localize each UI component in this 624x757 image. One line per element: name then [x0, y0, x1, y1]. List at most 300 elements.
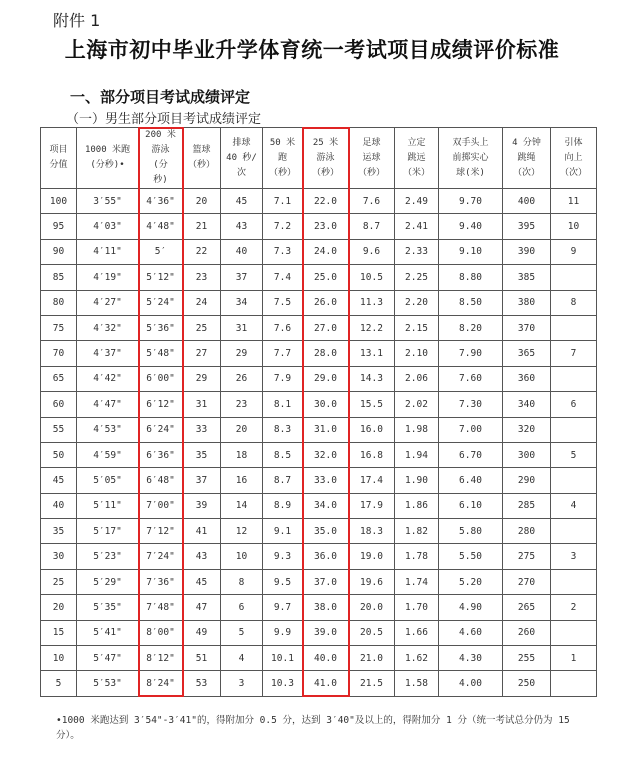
cell-volleyball: 20	[221, 417, 263, 442]
header-line: 足球	[362, 137, 381, 148]
cell-score: 45	[41, 468, 77, 493]
cell-rope-skip: 380	[503, 290, 551, 315]
cell-rope-skip: 400	[503, 189, 551, 214]
cell-volleyball: 8	[221, 569, 263, 594]
cell-pull-up: 5	[551, 442, 597, 467]
header-score	[41, 128, 77, 189]
cell-rope-skip: 385	[503, 265, 551, 290]
cell-run-1000m: 4′27"	[77, 290, 139, 315]
cell-swim-25m: 25.0	[303, 265, 349, 290]
header-line: 引体	[564, 137, 583, 148]
cell-standing-jump: 1.86	[395, 493, 439, 518]
cell-score: 55	[41, 417, 77, 442]
header-volleyball	[221, 128, 263, 189]
header-pull-up	[551, 128, 597, 189]
cell-run-1000m: 4′37"	[77, 341, 139, 366]
header-line: 排球	[232, 137, 251, 148]
cell-medicine-ball: 9.40	[439, 214, 503, 239]
cell-swim-25m: 37.0	[303, 569, 349, 594]
cell-swim-25m: 23.0	[303, 214, 349, 239]
header-line: （米）	[402, 167, 430, 178]
cell-swim-200m: 5′12"	[139, 265, 183, 290]
cell-medicine-ball: 4.30	[439, 646, 503, 671]
cell-basketball: 27	[183, 341, 221, 366]
header-line: 跑	[277, 152, 287, 163]
cell-run-1000m: 4′53"	[77, 417, 139, 442]
cell-rope-skip: 290	[503, 468, 551, 493]
header-line: 次	[236, 167, 246, 178]
cell-score: 80	[41, 290, 77, 315]
document-title: 上海市初中毕业升学体育统一考试项目成绩评价标准	[64, 38, 560, 62]
cell-pull-up: 10	[551, 214, 597, 239]
cell-run-50m: 9.5	[263, 569, 303, 594]
cell-standing-jump: 1.58	[395, 671, 439, 696]
cell-pull-up	[551, 519, 597, 544]
header-swim-200m	[139, 128, 183, 189]
header-line: 运球	[362, 152, 381, 163]
cell-run-50m: 7.5	[263, 290, 303, 315]
cell-pull-up: 9	[551, 239, 597, 264]
cell-medicine-ball: 7.00	[439, 417, 503, 442]
cell-score: 85	[41, 265, 77, 290]
cell-swim-200m: 8′24"	[139, 671, 183, 696]
cell-basketball: 39	[183, 493, 221, 518]
cell-swim-200m: 8′00"	[139, 620, 183, 645]
cell-medicine-ball: 8.20	[439, 315, 503, 340]
cell-football-dribble: 16.0	[349, 417, 395, 442]
table-row	[41, 569, 597, 594]
cell-volleyball: 16	[221, 468, 263, 493]
cell-score: 70	[41, 341, 77, 366]
header-medicine-ball	[439, 128, 503, 189]
cell-score: 60	[41, 392, 77, 417]
cell-rope-skip: 320	[503, 417, 551, 442]
cell-run-1000m: 5′41"	[77, 620, 139, 645]
cell-run-50m: 7.1	[263, 189, 303, 214]
attachment-label: 附件 1	[53, 11, 101, 30]
cell-volleyball: 40	[221, 239, 263, 264]
header-line: 25 米	[312, 137, 339, 148]
cell-medicine-ball: 9.70	[439, 189, 503, 214]
cell-run-50m: 9.7	[263, 595, 303, 620]
cell-standing-jump: 2.15	[395, 315, 439, 340]
cell-football-dribble: 21.0	[349, 646, 395, 671]
cell-pull-up: 11	[551, 189, 597, 214]
header-line: 立定	[407, 137, 426, 148]
table-row	[41, 620, 597, 645]
cell-score: 20	[41, 595, 77, 620]
cell-pull-up	[551, 620, 597, 645]
cell-swim-200m: 6′12"	[139, 392, 183, 417]
cell-pull-up: 1	[551, 646, 597, 671]
cell-basketball: 47	[183, 595, 221, 620]
cell-medicine-ball: 7.30	[439, 392, 503, 417]
cell-swim-25m: 22.0	[303, 189, 349, 214]
header-line: （次）	[559, 167, 587, 178]
header-line: （秒）	[268, 167, 296, 178]
cell-basketball: 25	[183, 315, 221, 340]
cell-run-1000m: 5′11"	[77, 493, 139, 518]
header-line: 篮球	[192, 145, 211, 155]
cell-rope-skip: 395	[503, 214, 551, 239]
cell-volleyball: 14	[221, 493, 263, 518]
table-row	[41, 366, 597, 391]
cell-score: 95	[41, 214, 77, 239]
cell-volleyball: 31	[221, 315, 263, 340]
cell-medicine-ball: 7.60	[439, 366, 503, 391]
section-heading: 一、部分项目考试成绩评定	[70, 88, 251, 106]
cell-basketball: 49	[183, 620, 221, 645]
cell-run-1000m: 4′32"	[77, 315, 139, 340]
cell-score: 75	[41, 315, 77, 340]
cell-rope-skip: 255	[503, 646, 551, 671]
cell-football-dribble: 7.6	[349, 189, 395, 214]
subsection-heading: （一）男生部分项目考试成绩评定	[66, 112, 262, 127]
cell-swim-200m: 6′36"	[139, 442, 183, 467]
cell-basketball: 20	[183, 189, 221, 214]
cell-rope-skip: 285	[503, 493, 551, 518]
cell-score: 90	[41, 239, 77, 264]
cell-swim-200m: 5′	[139, 239, 183, 264]
cell-run-1000m: 3′55"	[77, 189, 139, 214]
table-row	[41, 595, 597, 620]
cell-football-dribble: 14.3	[349, 366, 395, 391]
cell-volleyball: 23	[221, 392, 263, 417]
header-line: 40 秒/	[226, 152, 257, 163]
cell-run-1000m: 4′19"	[77, 265, 139, 290]
cell-run-50m: 7.4	[263, 265, 303, 290]
header-swim-25m	[303, 128, 349, 189]
cell-swim-25m: 36.0	[303, 544, 349, 569]
cell-score: 15	[41, 620, 77, 645]
cell-swim-200m: 7′12"	[139, 519, 183, 544]
cell-football-dribble: 12.2	[349, 315, 395, 340]
header-line: （次）	[512, 167, 540, 178]
cell-volleyball: 6	[221, 595, 263, 620]
cell-standing-jump: 2.10	[395, 341, 439, 366]
cell-run-50m: 7.3	[263, 239, 303, 264]
table-row	[41, 646, 597, 671]
cell-pull-up	[551, 265, 597, 290]
cell-swim-200m: 6′24"	[139, 417, 183, 442]
cell-medicine-ball: 4.90	[439, 595, 503, 620]
cell-volleyball: 12	[221, 519, 263, 544]
cell-run-50m: 9.9	[263, 620, 303, 645]
header-line: (分秒)•	[90, 160, 125, 170]
cell-run-1000m: 5′47"	[77, 646, 139, 671]
cell-run-1000m: 4′03"	[77, 214, 139, 239]
cell-standing-jump: 1.74	[395, 569, 439, 594]
cell-swim-200m: 4′36"	[139, 189, 183, 214]
cell-swim-25m: 39.0	[303, 620, 349, 645]
cell-run-1000m: 5′35"	[77, 595, 139, 620]
cell-medicine-ball: 7.90	[439, 341, 503, 366]
cell-score: 25	[41, 569, 77, 594]
cell-swim-25m: 29.0	[303, 366, 349, 391]
table-row	[41, 468, 597, 493]
header-line: 前掷实心	[452, 152, 489, 163]
table-row	[41, 290, 597, 315]
cell-score: 30	[41, 544, 77, 569]
cell-volleyball: 45	[221, 189, 263, 214]
cell-football-dribble: 19.6	[349, 569, 395, 594]
table-row	[41, 315, 597, 340]
cell-pull-up	[551, 468, 597, 493]
cell-rope-skip: 265	[503, 595, 551, 620]
cell-pull-up: 3	[551, 544, 597, 569]
header-line: 50 米	[269, 137, 296, 148]
cell-run-1000m: 4′42"	[77, 366, 139, 391]
cell-medicine-ball: 6.10	[439, 493, 503, 518]
header-basketball	[183, 128, 221, 189]
cell-run-50m: 8.1	[263, 392, 303, 417]
header-football-dribble	[349, 128, 395, 189]
cell-football-dribble: 20.0	[349, 595, 395, 620]
header-run-1000m	[77, 128, 139, 189]
cell-run-50m: 8.9	[263, 493, 303, 518]
cell-football-dribble: 13.1	[349, 341, 395, 366]
cell-run-50m: 7.9	[263, 366, 303, 391]
cell-volleyball: 37	[221, 265, 263, 290]
cell-standing-jump: 2.20	[395, 290, 439, 315]
cell-standing-jump: 1.78	[395, 544, 439, 569]
cell-football-dribble: 19.0	[349, 544, 395, 569]
cell-run-50m: 10.3	[263, 671, 303, 696]
cell-run-50m: 8.5	[263, 442, 303, 467]
cell-football-dribble: 20.5	[349, 620, 395, 645]
header-line: 4 分钟	[512, 137, 541, 148]
cell-medicine-ball: 4.00	[439, 671, 503, 696]
cell-standing-jump: 1.94	[395, 442, 439, 467]
cell-pull-up	[551, 315, 597, 340]
cell-medicine-ball: 6.40	[439, 468, 503, 493]
cell-basketball: 31	[183, 392, 221, 417]
cell-score: 40	[41, 493, 77, 518]
cell-basketball: 51	[183, 646, 221, 671]
cell-pull-up	[551, 569, 597, 594]
cell-medicine-ball: 5.80	[439, 519, 503, 544]
cell-swim-25m: 31.0	[303, 417, 349, 442]
cell-rope-skip: 365	[503, 341, 551, 366]
header-run-50m	[263, 128, 303, 189]
cell-medicine-ball: 5.20	[439, 569, 503, 594]
cell-volleyball: 18	[221, 442, 263, 467]
cell-rope-skip: 360	[503, 366, 551, 391]
header-line: 分值	[49, 160, 68, 170]
header-line: 向上	[564, 152, 583, 163]
cell-swim-25m: 27.0	[303, 315, 349, 340]
cell-run-50m: 7.2	[263, 214, 303, 239]
cell-rope-skip: 390	[503, 239, 551, 264]
cell-run-1000m: 5′53"	[77, 671, 139, 696]
cell-pull-up: 4	[551, 493, 597, 518]
cell-run-1000m: 5′17"	[77, 519, 139, 544]
cell-rope-skip: 370	[503, 315, 551, 340]
table-row	[41, 341, 597, 366]
header-line: 双手头上	[452, 137, 489, 148]
cell-rope-skip: 300	[503, 442, 551, 467]
cell-run-50m: 9.3	[263, 544, 303, 569]
cell-standing-jump: 2.49	[395, 189, 439, 214]
cell-swim-200m: 6′00"	[139, 366, 183, 391]
cell-swim-200m: 5′48"	[139, 341, 183, 366]
cell-medicine-ball: 8.50	[439, 290, 503, 315]
cell-swim-25m: 38.0	[303, 595, 349, 620]
table-row	[41, 214, 597, 239]
cell-pull-up	[551, 671, 597, 696]
cell-run-50m: 8.3	[263, 417, 303, 442]
header-line: （秒）	[187, 160, 215, 170]
cell-standing-jump: 1.66	[395, 620, 439, 645]
cell-run-1000m: 4′59"	[77, 442, 139, 467]
cell-basketball: 53	[183, 671, 221, 696]
cell-football-dribble: 16.8	[349, 442, 395, 467]
cell-standing-jump: 2.02	[395, 392, 439, 417]
cell-rope-skip: 260	[503, 620, 551, 645]
header-line: 跳绳	[517, 152, 536, 163]
cell-basketball: 43	[183, 544, 221, 569]
cell-basketball: 35	[183, 442, 221, 467]
cell-score: 5	[41, 671, 77, 696]
table-body	[41, 189, 597, 697]
cell-swim-25m: 28.0	[303, 341, 349, 366]
cell-medicine-ball: 4.60	[439, 620, 503, 645]
table-row	[41, 671, 597, 696]
cell-score: 100	[41, 189, 77, 214]
table-row	[41, 265, 597, 290]
cell-standing-jump: 2.25	[395, 265, 439, 290]
cell-standing-jump: 1.82	[395, 519, 439, 544]
cell-score: 65	[41, 366, 77, 391]
cell-medicine-ball: 8.80	[439, 265, 503, 290]
cell-rope-skip: 270	[503, 569, 551, 594]
header-line: 跳远	[407, 152, 426, 163]
header-line: 游泳	[151, 145, 170, 155]
table-header-row	[41, 128, 597, 189]
cell-basketball: 41	[183, 519, 221, 544]
cell-basketball: 21	[183, 214, 221, 239]
cell-standing-jump: 2.33	[395, 239, 439, 264]
cell-football-dribble: 17.9	[349, 493, 395, 518]
cell-basketball: 33	[183, 417, 221, 442]
cell-swim-200m: 4′48"	[139, 214, 183, 239]
cell-pull-up: 8	[551, 290, 597, 315]
cell-swim-25m: 41.0	[303, 671, 349, 696]
cell-swim-200m: 7′24"	[139, 544, 183, 569]
cell-swim-200m: 5′36"	[139, 315, 183, 340]
cell-football-dribble: 11.3	[349, 290, 395, 315]
cell-run-1000m: 4′47"	[77, 392, 139, 417]
cell-swim-25m: 24.0	[303, 239, 349, 264]
cell-standing-jump: 2.41	[395, 214, 439, 239]
cell-swim-25m: 30.0	[303, 392, 349, 417]
table-row	[41, 189, 597, 214]
cell-volleyball: 4	[221, 646, 263, 671]
table-row	[41, 239, 597, 264]
cell-basketball: 24	[183, 290, 221, 315]
cell-run-1000m: 5′23"	[77, 544, 139, 569]
cell-run-50m: 10.1	[263, 646, 303, 671]
cell-swim-25m: 32.0	[303, 442, 349, 467]
table-row	[41, 417, 597, 442]
header-line: 游泳	[316, 152, 335, 163]
cell-rope-skip: 280	[503, 519, 551, 544]
header-line: （秒）	[311, 167, 339, 178]
cell-rope-skip: 275	[503, 544, 551, 569]
cell-run-1000m: 5′05"	[77, 468, 139, 493]
cell-swim-200m: 7′00"	[139, 493, 183, 518]
cell-basketball: 45	[183, 569, 221, 594]
cell-score: 10	[41, 646, 77, 671]
cell-rope-skip: 250	[503, 671, 551, 696]
cell-run-1000m: 4′11"	[77, 239, 139, 264]
cell-score: 50	[41, 442, 77, 467]
cell-rope-skip: 340	[503, 392, 551, 417]
cell-standing-jump: 1.70	[395, 595, 439, 620]
cell-basketball: 23	[183, 265, 221, 290]
header-line: （秒）	[357, 167, 385, 178]
cell-medicine-ball: 6.70	[439, 442, 503, 467]
cell-swim-25m: 26.0	[303, 290, 349, 315]
table-row	[41, 392, 597, 417]
cell-medicine-ball: 9.10	[439, 239, 503, 264]
cell-swim-25m: 34.0	[303, 493, 349, 518]
cell-run-50m: 7.7	[263, 341, 303, 366]
cell-volleyball: 26	[221, 366, 263, 391]
header-standing-jump	[395, 128, 439, 189]
cell-swim-200m: 6′48"	[139, 468, 183, 493]
cell-basketball: 29	[183, 366, 221, 391]
cell-football-dribble: 18.3	[349, 519, 395, 544]
cell-football-dribble: 8.7	[349, 214, 395, 239]
header-line: (分	[153, 160, 168, 170]
cell-volleyball: 5	[221, 620, 263, 645]
cell-run-1000m: 5′29"	[77, 569, 139, 594]
cell-run-50m: 8.7	[263, 468, 303, 493]
cell-basketball: 22	[183, 239, 221, 264]
table-row	[41, 442, 597, 467]
table-row	[41, 493, 597, 518]
cell-pull-up: 6	[551, 392, 597, 417]
cell-football-dribble: 9.6	[349, 239, 395, 264]
cell-football-dribble: 15.5	[349, 392, 395, 417]
header-line: 项目	[49, 145, 68, 155]
table-row	[41, 544, 597, 569]
header-line: 球(米)	[456, 167, 485, 178]
cell-standing-jump: 2.06	[395, 366, 439, 391]
cell-swim-200m: 8′12"	[139, 646, 183, 671]
cell-pull-up	[551, 366, 597, 391]
cell-swim-25m: 33.0	[303, 468, 349, 493]
footnote: •1000 米跑达到 3′54"-3′41"的，得附加分 0.5 分，达到 3′40"及以上的，得附加分 1 分（统一考试总分仍为 15 分）。	[56, 715, 570, 741]
header-line: 秒)	[153, 175, 168, 185]
cell-basketball: 37	[183, 468, 221, 493]
cell-swim-200m: 7′36"	[139, 569, 183, 594]
cell-standing-jump: 1.90	[395, 468, 439, 493]
cell-standing-jump: 1.98	[395, 417, 439, 442]
cell-volleyball: 3	[221, 671, 263, 696]
cell-swim-25m: 40.0	[303, 646, 349, 671]
grading-table	[40, 127, 597, 697]
cell-pull-up	[551, 417, 597, 442]
cell-volleyball: 29	[221, 341, 263, 366]
cell-football-dribble: 10.5	[349, 265, 395, 290]
cell-swim-200m: 7′48"	[139, 595, 183, 620]
header-line: 1000 米跑	[84, 145, 131, 155]
table-row	[41, 519, 597, 544]
cell-volleyball: 43	[221, 214, 263, 239]
cell-swim-200m: 5′24"	[139, 290, 183, 315]
